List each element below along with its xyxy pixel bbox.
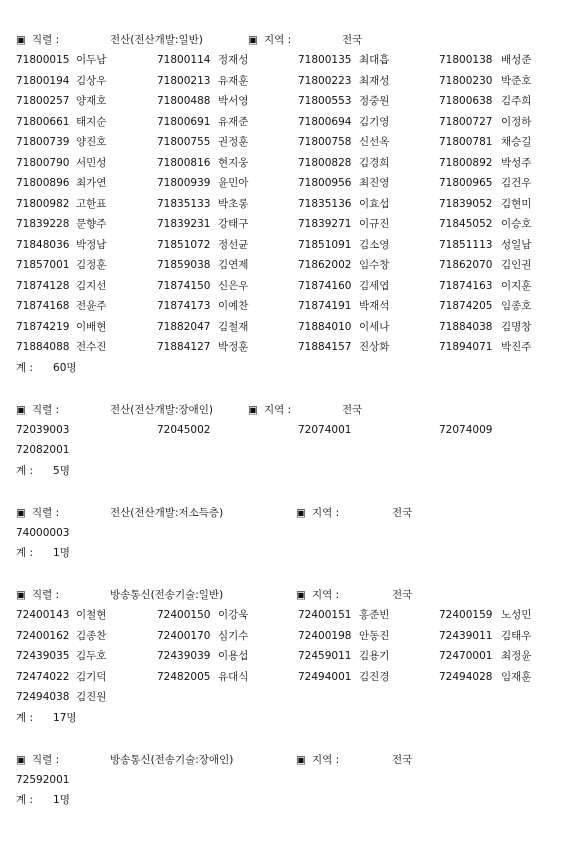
applicant-number: 72494028 — [439, 670, 493, 683]
applicant-number: 71800230 — [439, 74, 493, 87]
applicant-number: 71800790 — [16, 156, 70, 169]
applicant-number: 71845052 — [439, 218, 493, 230]
table-row — [16, 276, 564, 297]
applicant-number: 71884127 — [157, 341, 211, 353]
header-job-value: 전산(전산개발:저소득층) — [110, 506, 224, 519]
applicant-number: 71874128 — [16, 279, 70, 292]
table-row — [16, 153, 564, 174]
applicant-number: 71874168 — [16, 300, 70, 312]
applicant-name: 이용섭 — [218, 650, 249, 662]
applicant-name: 정재성 — [218, 54, 249, 66]
applicant-name: 이강욱 — [218, 609, 249, 621]
table-row — [16, 112, 564, 133]
applicant-name: 고한표 — [76, 197, 107, 210]
section-header — [16, 585, 564, 605]
applicant-name: 최가연 — [76, 177, 107, 189]
header-job-value: 방송통신(전송기술:일반) — [110, 589, 224, 601]
applicant-number: 71800691 — [157, 115, 211, 128]
applicant-name: 강태구 — [218, 218, 249, 230]
applicant-name: 김두호 — [76, 650, 107, 662]
applicant-number: 71851091 — [298, 238, 352, 251]
applicant-name: 박재석 — [359, 300, 390, 312]
applicant-name: 태지순 — [76, 115, 107, 128]
section-total — [16, 708, 564, 728]
applicant-number: 71839271 — [298, 218, 352, 230]
applicant-name: 김기영 — [359, 115, 390, 128]
applicant-name: 김태우 — [501, 629, 532, 642]
applicant-number: 71884038 — [439, 320, 493, 333]
applicant-name: 이승호 — [501, 218, 532, 230]
applicant-name: 김소영 — [359, 238, 390, 251]
applicant-number: 71851113 — [439, 238, 493, 251]
applicant-name: 박정훈 — [218, 341, 249, 353]
applicant-name: 전수진 — [76, 341, 107, 353]
section-total — [16, 461, 564, 481]
table-row — [16, 626, 564, 647]
applicant-name: 진상화 — [359, 341, 390, 353]
applicant-number: 71848036 — [16, 238, 70, 251]
section-total — [16, 790, 564, 810]
section — [16, 30, 564, 378]
applicant-number: 72592001 — [16, 773, 70, 786]
header-job-value: 방송통신(전송기술:장애인) — [110, 753, 234, 766]
applicant-name: 박준호 — [501, 74, 532, 87]
applicant-name: 김경희 — [359, 156, 390, 169]
applicant-number: 72400143 — [16, 609, 70, 621]
applicant-number: 71800755 — [157, 136, 211, 148]
total-count: 1명 — [53, 794, 70, 806]
section — [16, 503, 564, 564]
table-row — [16, 687, 564, 708]
applicant-number: 71884010 — [298, 320, 352, 333]
applicant-number: 71800553 — [298, 95, 352, 107]
applicant-number: 71874205 — [439, 300, 493, 312]
applicant-name: 유재준 — [218, 115, 249, 128]
applicant-number: 71800965 — [439, 177, 493, 189]
table-row — [16, 667, 564, 688]
applicant-number: 72400159 — [439, 609, 493, 621]
applicant-number: 71884157 — [298, 341, 352, 353]
applicant-name: 박서영 — [218, 95, 249, 107]
header-region-value: 전국 — [392, 753, 413, 766]
applicant-number: 71882047 — [157, 320, 211, 333]
applicant-number: 71800135 — [298, 54, 352, 66]
applicant-number: 71800727 — [439, 115, 493, 128]
table-row — [16, 420, 564, 441]
applicant-name: 유대식 — [218, 670, 249, 683]
applicant-number: 71800739 — [16, 136, 70, 148]
applicant-number: 72439035 — [16, 650, 70, 662]
applicant-name: 이예찬 — [218, 300, 249, 312]
applicant-number: 71800816 — [157, 156, 211, 169]
applicant-number: 72494001 — [298, 670, 352, 683]
table-row — [16, 194, 564, 215]
applicant-name: 임수창 — [359, 259, 390, 271]
applicant-name: 김진원 — [76, 691, 107, 703]
table-row — [16, 235, 564, 256]
table-row — [16, 605, 564, 626]
table-row — [16, 255, 564, 276]
table-row — [16, 337, 564, 358]
applicant-name: 신은우 — [218, 279, 249, 292]
applicant-number: 71874173 — [157, 300, 211, 312]
applicant-number: 71874219 — [16, 320, 70, 333]
table-row — [16, 50, 564, 71]
header-job-label: 직렬 : — [32, 753, 60, 766]
table-row — [16, 523, 564, 544]
applicant-number: 72400198 — [298, 629, 352, 642]
header-job-value: 전산(전산개발:일반) — [110, 34, 203, 46]
applicant-number: 71800638 — [439, 95, 493, 107]
section-total — [16, 543, 564, 563]
applicant-name: 김건우 — [501, 177, 532, 189]
applicant-number: 71874160 — [298, 279, 352, 292]
applicant-number: 71800982 — [16, 197, 70, 210]
applicant-name: 이두남 — [76, 54, 107, 66]
table-row — [16, 71, 564, 92]
total-count: 1명 — [53, 547, 70, 559]
section-total — [16, 358, 564, 378]
header-job-value: 전산(전산개발:장애인) — [110, 403, 214, 416]
applicant-name: 양재호 — [76, 95, 107, 107]
applicant-number: 71800939 — [157, 177, 211, 189]
applicant-name: 이정하 — [501, 115, 532, 128]
total-label: 계 : — [16, 711, 34, 724]
table-row — [16, 173, 564, 194]
applicant-number: 71894071 — [439, 341, 493, 353]
section — [16, 585, 564, 728]
applicant-number: 71800257 — [16, 95, 70, 107]
applicant-name: 성일남 — [501, 238, 532, 251]
total-label: 계 : — [16, 547, 34, 559]
applicant-name: 서민성 — [76, 156, 107, 169]
applicant-number: 71800781 — [439, 136, 493, 148]
header-marker: ▣ — [16, 753, 26, 766]
applicant-name: 박정남 — [76, 238, 107, 251]
applicant-number: 72459011 — [298, 650, 352, 662]
applicant-number: 72439011 — [439, 629, 493, 642]
table-row — [16, 770, 564, 791]
header-region-value: 전국 — [392, 506, 413, 519]
applicant-number: 71862002 — [298, 259, 352, 271]
applicant-name: 김종찬 — [76, 629, 107, 642]
table-row — [16, 214, 564, 235]
header-region-label: 지역 : — [312, 506, 340, 519]
applicant-number: 71800213 — [157, 74, 211, 87]
applicant-name: 심기수 — [218, 629, 249, 642]
applicant-number: 72474022 — [16, 670, 70, 683]
applicant-name: 이규진 — [359, 218, 390, 230]
applicant-name: 안동진 — [359, 629, 390, 642]
table-row — [16, 296, 564, 317]
applicant-name: 김철재 — [218, 320, 249, 333]
applicant-number: 71800694 — [298, 115, 352, 128]
applicant-number: 71800194 — [16, 74, 70, 87]
header-marker: ▣ — [16, 403, 26, 416]
table-row — [16, 317, 564, 338]
applicant-number: 71800138 — [439, 54, 493, 66]
section — [16, 400, 564, 481]
applicant-name: 김세엽 — [359, 279, 390, 292]
header-region-marker: ▣ — [296, 506, 306, 519]
applicant-name: 이철현 — [76, 609, 107, 621]
applicant-number: 71800892 — [439, 156, 493, 169]
applicant-name: 임재훈 — [501, 670, 532, 683]
applicant-number: 71800223 — [298, 74, 352, 87]
applicant-number: 71874163 — [439, 279, 493, 292]
applicant-number: 71800896 — [16, 177, 70, 189]
applicant-number: 74000003 — [16, 526, 70, 539]
results-list — [16, 30, 564, 810]
applicant-name: 윤민아 — [218, 177, 249, 189]
header-region-marker: ▣ — [248, 34, 258, 46]
applicant-number: 72045002 — [157, 423, 211, 436]
applicant-name: 김진경 — [359, 670, 390, 683]
applicant-number: 71800114 — [157, 54, 211, 66]
applicant-number: 71874191 — [298, 300, 352, 312]
applicant-number: 72400150 — [157, 609, 211, 621]
applicant-number: 72400170 — [157, 629, 211, 642]
applicant-name: 이세나 — [359, 320, 390, 333]
applicant-name: 이지훈 — [501, 279, 532, 292]
total-label: 계 : — [16, 794, 34, 806]
applicant-name: 김연제 — [218, 259, 249, 271]
header-region-label: 지역 : — [312, 589, 340, 601]
total-label: 계 : — [16, 361, 34, 374]
applicant-number: 71839231 — [157, 218, 211, 230]
applicant-name: 김주희 — [501, 95, 532, 107]
table-row — [16, 132, 564, 153]
applicant-number: 71839052 — [439, 197, 493, 210]
header-region-marker: ▣ — [296, 753, 306, 766]
applicant-number: 72039003 — [16, 423, 70, 436]
applicant-name: 정중원 — [359, 95, 390, 107]
applicant-number: 71884088 — [16, 341, 70, 353]
applicant-name: 김상우 — [76, 74, 107, 87]
applicant-name: 신선옥 — [359, 136, 390, 148]
applicant-number: 71874150 — [157, 279, 211, 292]
header-job-label: 직렬 : — [32, 506, 60, 519]
applicant-name: 김용기 — [359, 650, 390, 662]
applicant-name: 이배현 — [76, 320, 107, 333]
applicant-number: 71835133 — [157, 197, 211, 210]
table-row — [16, 440, 564, 461]
header-job-label: 직렬 : — [32, 403, 60, 416]
header-marker: ▣ — [16, 506, 26, 519]
applicant-number: 72082001 — [16, 444, 70, 456]
applicant-name: 전윤주 — [76, 300, 107, 312]
applicant-number: 71859038 — [157, 259, 211, 271]
applicant-number: 71800488 — [157, 95, 211, 107]
applicant-name: 박진주 — [501, 341, 532, 353]
applicant-number: 72482005 — [157, 670, 211, 683]
section-header — [16, 750, 564, 770]
applicant-number: 71851072 — [157, 238, 211, 251]
header-region-value: 전국 — [342, 403, 363, 416]
header-marker: ▣ — [16, 34, 26, 46]
applicant-name: 최대흡 — [359, 54, 390, 66]
header-region-value: 전국 — [342, 34, 363, 46]
applicant-name: 배성준 — [501, 54, 532, 66]
document-page — [16, 30, 564, 832]
applicant-number: 71800758 — [298, 136, 352, 148]
section-header — [16, 30, 564, 50]
applicant-number: 72400151 — [298, 609, 352, 621]
applicant-name: 양진호 — [76, 136, 107, 148]
applicant-name: 김명창 — [501, 320, 532, 333]
applicant-number: 71800828 — [298, 156, 352, 169]
total-count: 60명 — [53, 361, 77, 374]
table-row — [16, 646, 564, 667]
applicant-number: 71800661 — [16, 115, 70, 128]
applicant-number: 71835136 — [298, 197, 352, 210]
applicant-number: 72400162 — [16, 629, 70, 642]
applicant-name: 김정훈 — [76, 259, 107, 271]
applicant-name: 유재훈 — [218, 74, 249, 87]
applicant-name: 권정훈 — [218, 136, 249, 148]
total-label: 계 : — [16, 464, 34, 477]
applicant-name: 박초롱 — [218, 197, 249, 210]
applicant-number: 72494038 — [16, 691, 70, 703]
applicant-name: 이효섭 — [359, 197, 390, 210]
header-region-label: 지역 : — [264, 403, 292, 416]
applicant-number: 71800015 — [16, 54, 70, 66]
header-region-value: 전국 — [392, 589, 413, 601]
section — [16, 750, 564, 811]
applicant-number: 71839228 — [16, 218, 70, 230]
applicant-number: 71800956 — [298, 177, 352, 189]
table-row — [16, 91, 564, 112]
applicant-name: 김기덕 — [76, 670, 107, 683]
header-region-marker: ▣ — [248, 403, 258, 416]
applicant-number: 72074001 — [298, 423, 352, 436]
applicant-name: 김지선 — [76, 279, 107, 292]
section-header — [16, 503, 564, 523]
applicant-name: 채승길 — [501, 136, 532, 148]
header-region-label: 지역 : — [312, 753, 340, 766]
applicant-name: 임종호 — [501, 300, 532, 312]
applicant-name: 홍준빈 — [359, 609, 390, 621]
header-region-label: 지역 : — [264, 34, 292, 46]
applicant-name: 정선균 — [218, 238, 249, 251]
applicant-name: 김인권 — [501, 259, 532, 271]
applicant-number: 72074009 — [439, 423, 493, 436]
header-region-marker: ▣ — [296, 589, 306, 601]
applicant-name: 최정윤 — [501, 650, 532, 662]
applicant-name: 문향주 — [76, 218, 107, 230]
header-marker: ▣ — [16, 589, 26, 601]
applicant-number: 72439039 — [157, 650, 211, 662]
applicant-name: 최진영 — [359, 177, 390, 189]
applicant-name: 최재성 — [359, 74, 390, 87]
applicant-name: 노성민 — [501, 609, 532, 621]
applicant-name: 김현미 — [501, 197, 532, 210]
applicant-number: 71857001 — [16, 259, 70, 271]
applicant-name: 박성주 — [501, 156, 532, 169]
applicant-number: 72470001 — [439, 650, 493, 662]
header-job-label: 직렬 : — [32, 589, 60, 601]
total-count: 17명 — [53, 711, 77, 724]
applicant-name: 현지웅 — [218, 156, 249, 169]
applicant-number: 71862070 — [439, 259, 493, 271]
header-job-label: 직렬 : — [32, 34, 60, 46]
section-header — [16, 400, 564, 420]
total-count: 5명 — [53, 464, 70, 477]
